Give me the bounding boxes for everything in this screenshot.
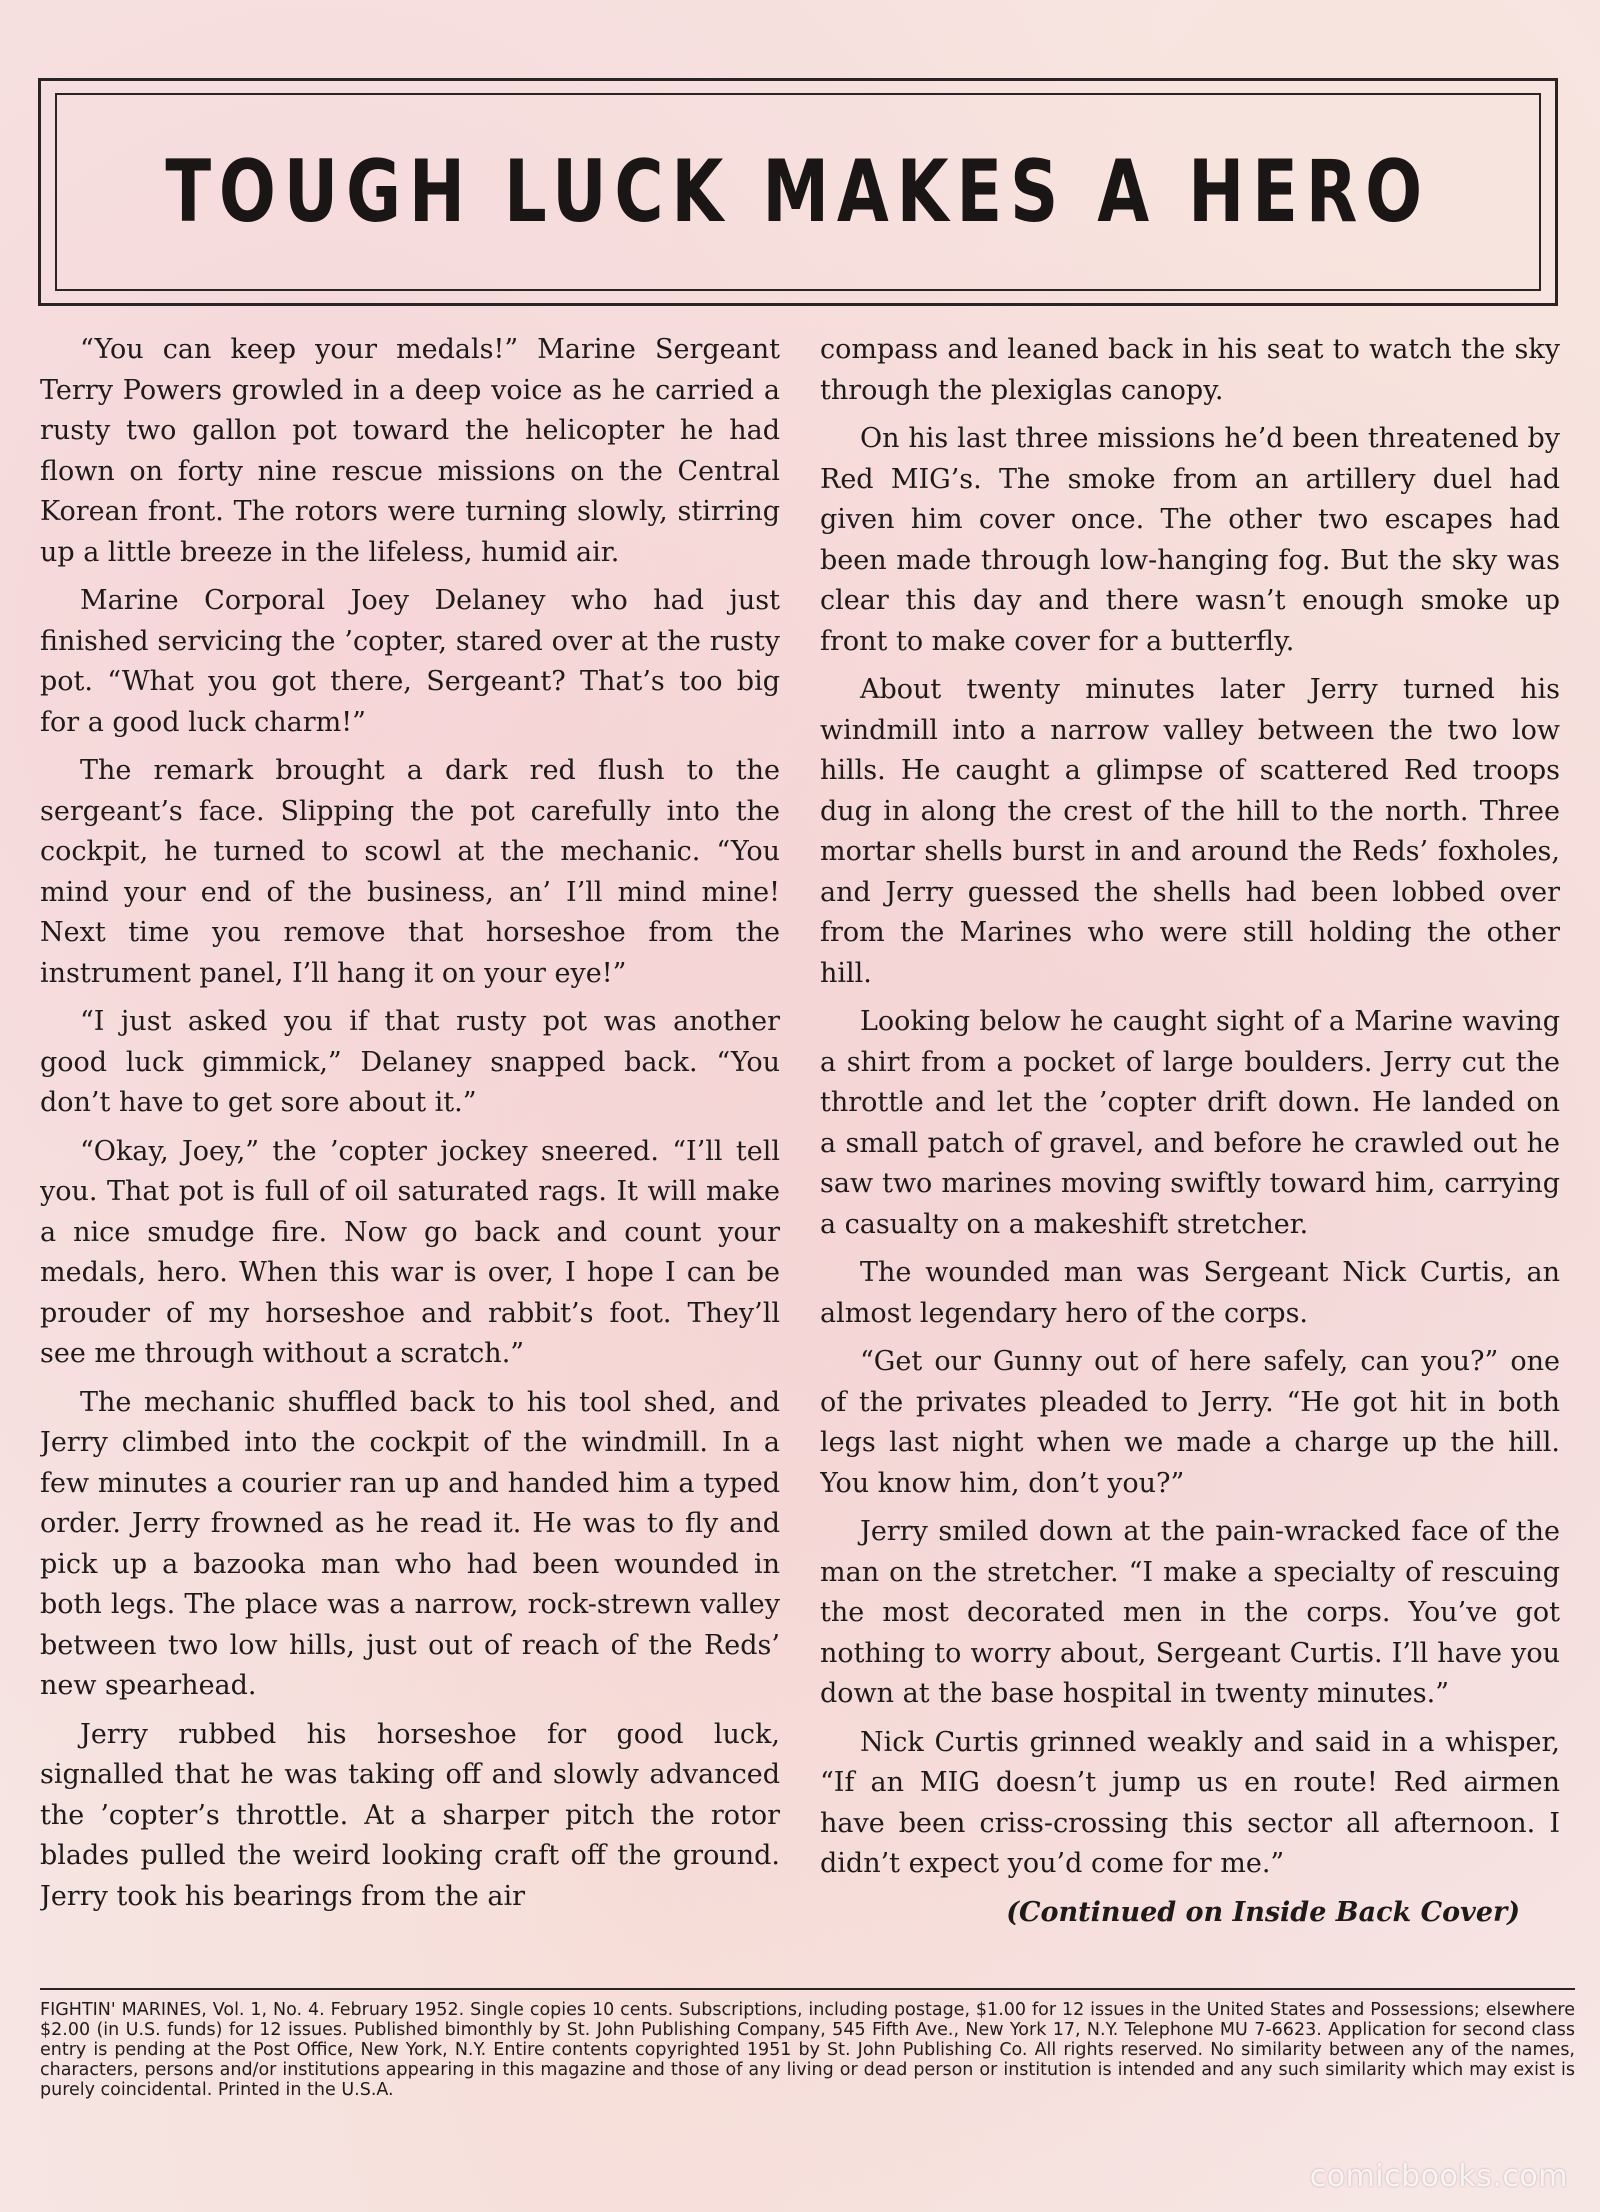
paragraph: Marine Corporal Joey Delaney who had just finished servicing the ’copter, stared over at the rusty pot. “What you got there, Sergeant? That’s too big for a good luck charm!” (40, 585, 780, 738)
paragraph: Jerry rubbed his horseshoe for good luck, signalled that he was taking off and slowly advanced the ’copter’s throttle. At a sharper pitch the rotor blades pulled the weird looking craft off the ground. Jerry took his bearings from the air (40, 1718, 780, 1912)
paragraph: About twenty minutes later Jerry turned his windmill into a narrow valley between the two low hills. He caught a glimpse of scattered Red troops dug in along the crest of the hill to the north. Three mortar shells burst in and around the Reds’ foxholes, and Jerry guessed the shells had been lobbed over from the Marines who were still holding the other hill. (820, 674, 1560, 989)
left-column (40, 330, 780, 1970)
paragraph-continued: compass and leaned back in his seat to watch the sky through the plexiglas canopy. (820, 334, 1560, 406)
continued-note: (Continued on Inside Back Cover) (1006, 1896, 1520, 1928)
right-column (820, 330, 1560, 1970)
footer-rule (40, 1988, 1575, 1990)
paragraph: The mechanic shuffled back to his tool shed, and Jerry climbed into the cockpit of the windmill. In a few minutes a courier ran up and handed him a typed order. Jerry frowned as he read it. He was to fly and pick up a bazooka man who had been wounded in both legs. The place was a narrow, rock-strewn valley between two low hills, just out of reach of the Reds’ new spearhead. (40, 1386, 780, 1701)
paragraph: “You can keep your medals!” Marine Sergeant Terry Powers growled in a deep voice as he carried a rusty two gallon pot toward the helicopter he had flown on forty nine rescue missions on the Central Korean front. The rotors were turning slowly, stirring up a little breeze in the lifeless, humid air. (40, 334, 780, 568)
paragraph: “Okay, Joey,” the ’copter jockey sneered. “I’ll tell you. That pot is full of oil saturated rags. It will make a nice smudge fire. Now go back and count your medals, hero. When this war is over, I hope I can be prouder of my horseshoe and rabbit’s foot. They’ll see me through without a scratch.” (40, 1135, 780, 1369)
story-title: TOUGH LUCK MAKES A HERO (165, 142, 1431, 242)
paragraph: Nick Curtis grinned weakly and said in a whisper, “If an MIG doesn’t jump us en route! Red airmen have been criss-crossing this sector all afternoon. I didn’t expect you’d come for me.” (820, 1726, 1560, 1879)
publication-imprint: FIGHTIN' MARINES, Vol. 1, No. 4. February 1952. Single copies 10 cents. Subscriptions, including postage, $1.00 for 12 issues in the United States and Possessions; elsewhere $2.00 (in U.S. funds) for 12 issues. Published bimonthly by St. John Publishing Company, 545 Fifth Ave., New York 17, N.Y. Telephone MU 7-6623. Application for second class entry is pending at the Post Office, New York, N.Y. Entire contents copyrighted 1951 by St. John Publishing Co. All rights reserved. No similarity between any of the names, characters, persons and/or institutions appearing in this magazine and those of any living or dead person or institution is intended and any such similarity which may exist is purely coincidental. Printed in the U.S.A. (40, 2000, 1575, 2100)
paragraph: The wounded man was Sergeant Nick Curtis, an almost legendary hero of the corps. (820, 1257, 1560, 1329)
paragraph: On his last three missions he’d been threatened by Red MIG’s. The smoke from an artillery duel had given him cover once. The other two escapes had been made through low-hanging fog. But the sky was clear this day and there wasn’t enough smoke up front to make cover for a butterfly. (820, 423, 1560, 657)
article-columns (40, 330, 1560, 1970)
watermark: comicbooks.com (1309, 2159, 1568, 2194)
paragraph: Jerry smiled down at the pain-wracked face of the man on the stretcher. “I make a specialty of rescuing the most decorated men in the corps. You’ve got nothing to worry about, Sergeant Curtis. I’ll have you down at the base hospital in twenty minutes.” (820, 1516, 1560, 1709)
title-inner-frame (55, 93, 1541, 291)
paragraph: “Get our Gunny out of here safely, can you?” one of the privates pleaded to Jerry. “He got hit in both legs last night when we made a charge up the hill. You know him, don’t you?” (820, 1346, 1560, 1499)
paragraph: The remark brought a dark red flush to the sergeant’s face. Slipping the pot carefully into the cockpit, he turned to scowl at the mechanic. “You mind your end of the business, an’ I’ll mind mine! Next time you remove that horseshoe from the instrument panel, I’ll hang it on your eye!” (40, 755, 780, 989)
paragraph: “I just asked you if that rusty pot was another good luck gimmick,” Delaney snapped back. “You don’t have to get sore about it.” (40, 1006, 780, 1118)
title-frame (38, 78, 1558, 306)
paragraph: Looking below he caught sight of a Marine waving a shirt from a pocket of large boulders. Jerry cut the throttle and let the ’copter drift down. He landed on a small patch of gravel, and before he crawled out he saw two marines moving swiftly toward him, carrying a casualty on a makeshift stretcher. (820, 1006, 1560, 1240)
